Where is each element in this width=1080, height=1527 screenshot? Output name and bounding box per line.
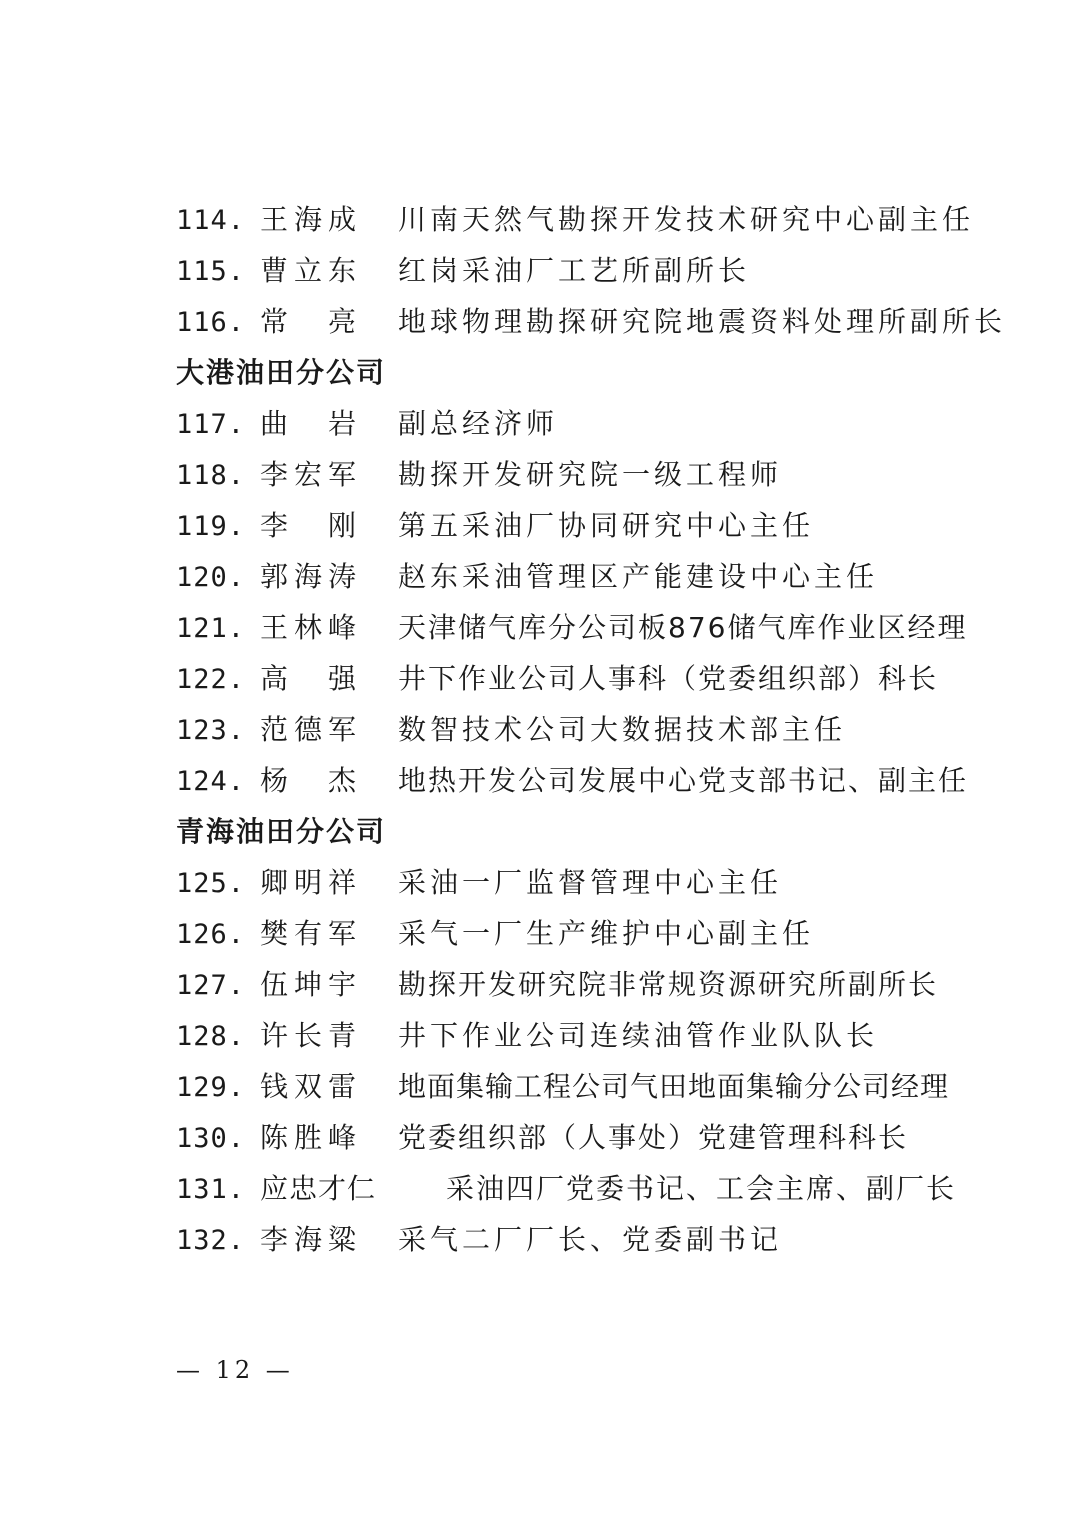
entry-name: 杨 杰 xyxy=(260,764,363,797)
entry-title: 井下作业公司人事科（党委组织部）科长 xyxy=(398,662,939,695)
list-item xyxy=(176,296,1007,347)
entry-name: 李 刚 xyxy=(260,509,363,542)
entry-title: 天津储气库分公司板876储气库作业区经理 xyxy=(398,611,968,644)
list-item xyxy=(176,959,976,1010)
list-item xyxy=(176,653,976,704)
entry-name: 樊有军 xyxy=(260,917,363,950)
entry-number: 124. xyxy=(176,766,246,797)
entry-number: 131. xyxy=(176,1174,246,1205)
list-item xyxy=(176,398,976,449)
entry-title: 第五采油厂协同研究中心主任 xyxy=(398,509,815,542)
entry-name: 李海粱 xyxy=(260,1223,363,1256)
entry-number: 121. xyxy=(176,613,246,644)
name-list xyxy=(176,194,1007,1265)
entry-title: 采气二厂厂长、党委副书记 xyxy=(398,1223,783,1256)
entry-name: 钱双雷 xyxy=(260,1070,363,1103)
entry-number: 123. xyxy=(176,715,246,746)
entry-number: 118. xyxy=(176,460,246,491)
entry-name: 王林峰 xyxy=(260,611,363,644)
entry-name: 应忠才仁 xyxy=(260,1172,377,1205)
entry-title: 井下作业公司连续油管作业队队长 xyxy=(398,1019,879,1052)
page-number: — 12 — xyxy=(176,1356,294,1384)
entry-title: 采油一厂监督管理中心主任 xyxy=(398,866,783,899)
list-item xyxy=(176,1061,976,1112)
entry-number: 115. xyxy=(176,256,246,287)
entry-number: 117. xyxy=(176,409,246,440)
entry-title: 赵东采油管理区产能建设中心主任 xyxy=(398,560,879,593)
entry-number: 125. xyxy=(176,868,246,899)
entry-title: 勘探开发研究院非常规资源研究所副所长 xyxy=(398,968,939,1001)
entry-title: 地面集输工程公司气田地面集输分公司经理 xyxy=(398,1070,950,1103)
section-heading-dagang: 大港油田分公司 xyxy=(176,356,387,389)
entry-name: 伍坤宇 xyxy=(260,968,363,1001)
entry-title: 党委组织部（人事处）党建管理科科长 xyxy=(398,1121,909,1154)
list-item xyxy=(176,1163,976,1214)
entry-name: 范德军 xyxy=(260,713,363,746)
list-item xyxy=(176,551,976,602)
list-item xyxy=(176,704,976,755)
entry-number: 114. xyxy=(176,205,246,236)
section-heading-qinghai: 青海油田分公司 xyxy=(176,815,387,848)
list-item xyxy=(176,602,976,653)
entry-title: 数智技术公司大数据技术部主任 xyxy=(398,713,847,746)
entry-number: 129. xyxy=(176,1072,246,1103)
list-item xyxy=(176,245,976,296)
entry-number: 119. xyxy=(176,511,246,542)
entry-name: 郭海涛 xyxy=(260,560,363,593)
entry-title: 采气一厂生产维护中心副主任 xyxy=(398,917,815,950)
entry-number: 126. xyxy=(176,919,246,950)
entry-number: 116. xyxy=(176,307,246,338)
list-item xyxy=(176,1010,976,1061)
entry-title: 采油四厂党委书记、工会主席、副厂长 xyxy=(446,1172,957,1205)
entry-title: 红岗采油厂工艺所副所长 xyxy=(398,254,751,287)
entry-number: 120. xyxy=(176,562,246,593)
entry-number: 122. xyxy=(176,664,246,695)
entry-name: 陈胜峰 xyxy=(260,1121,363,1154)
list-item xyxy=(176,908,976,959)
entry-title: 勘探开发研究院一级工程师 xyxy=(398,458,783,491)
entry-number: 128. xyxy=(176,1021,246,1052)
entry-title: 地热开发公司发展中心党支部书记、副主任 xyxy=(398,764,969,797)
list-item xyxy=(176,500,976,551)
entry-name: 高 强 xyxy=(260,662,363,695)
list-item xyxy=(176,194,976,245)
list-item xyxy=(176,449,976,500)
entry-name: 曹立东 xyxy=(260,254,363,287)
entry-title: 地球物理勘探研究院地震资料处理所副所长 xyxy=(398,305,1007,338)
entry-name: 常 亮 xyxy=(260,305,363,338)
entry-name: 许长青 xyxy=(260,1019,363,1052)
entry-number: 127. xyxy=(176,970,246,1001)
entry-number: 130. xyxy=(176,1123,246,1154)
list-item xyxy=(176,1112,976,1163)
entry-title: 川南天然气勘探开发技术研究中心副主任 xyxy=(398,203,975,236)
entry-name: 曲 岩 xyxy=(260,407,363,440)
entry-name: 王海成 xyxy=(260,203,363,236)
entry-name: 李宏军 xyxy=(260,458,363,491)
list-item xyxy=(176,857,976,908)
entry-number: 132. xyxy=(176,1225,246,1256)
entry-title: 副总经济师 xyxy=(398,407,559,440)
entry-name: 卿明祥 xyxy=(260,866,363,899)
list-item xyxy=(176,755,976,806)
list-item xyxy=(176,1214,976,1265)
